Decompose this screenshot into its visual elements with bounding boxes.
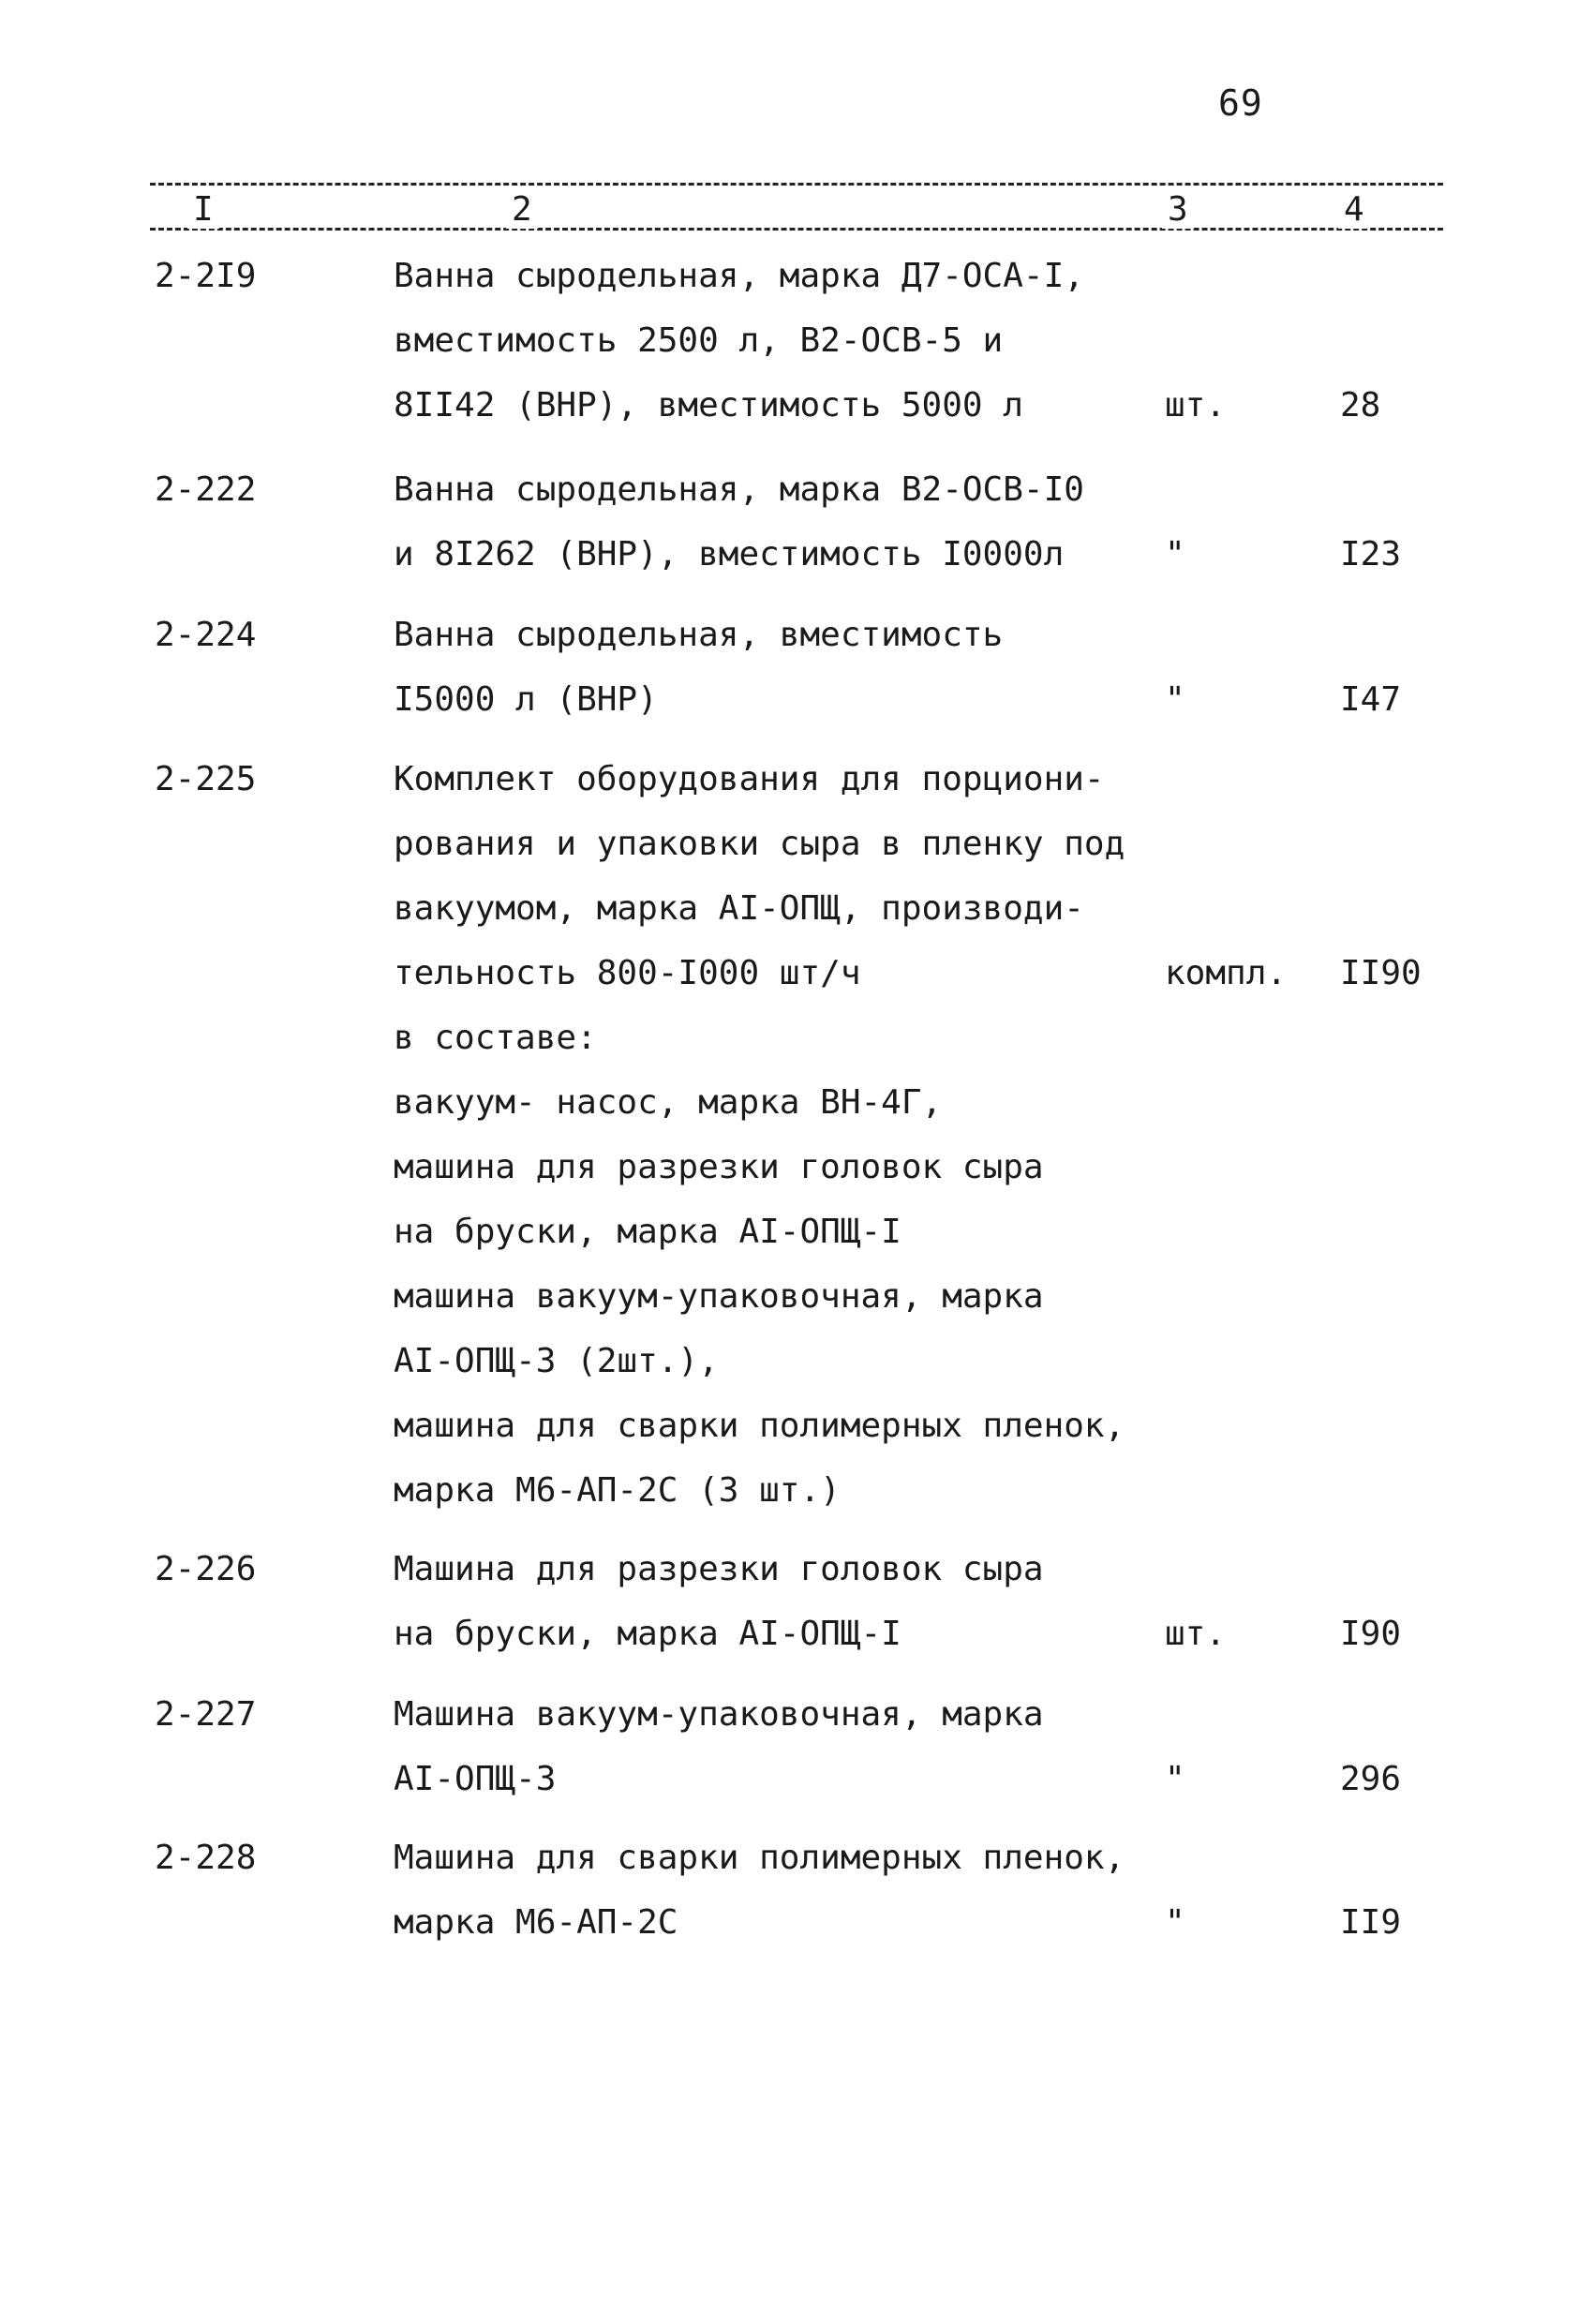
description-line: 8II42 (ВНР), вместимость 5000 л — [394, 386, 1023, 425]
row-code: 2-224 — [155, 616, 257, 654]
description-line: марка М6-АП-2С — [394, 1903, 678, 1942]
row-code: 2-228 — [155, 1839, 257, 1877]
row-unit: " — [1165, 1760, 1185, 1798]
row-price: II90 — [1340, 954, 1422, 992]
row-price: 296 — [1340, 1760, 1402, 1798]
row-code: 2-226 — [155, 1550, 257, 1588]
row-description — [394, 457, 1143, 587]
row-code: 2-222 — [155, 470, 257, 509]
description-line: рования и упаковки сыра в пленку под — [394, 825, 1125, 863]
row-code: 2-2I9 — [155, 257, 257, 295]
row-price: I47 — [1340, 680, 1402, 719]
row-description — [394, 1682, 1143, 1811]
description-line: вакуум- насос, марка ВН-4Г, — [394, 1083, 943, 1122]
description-line: Ванна сыродельная, марка В2-ОСВ-I0 — [394, 470, 1084, 509]
row-price: I23 — [1340, 535, 1402, 574]
description-line: вместимость 2500 л, В2-ОСВ-5 и — [394, 321, 1004, 360]
description-line: машина для разрезки головок сыра — [394, 1148, 1044, 1186]
description-line: Машина вакуум-упаковочная, марка — [394, 1695, 1044, 1734]
description-line: машина вакуум-упаковочная, марка — [394, 1277, 1044, 1316]
description-line: Ванна сыродельная, марка Д7-ОСА-I, — [394, 257, 1084, 295]
column-header-1: I — [187, 190, 219, 229]
row-code: 2-227 — [155, 1695, 257, 1734]
row-code: 2-225 — [155, 760, 257, 798]
column-header-4: 4 — [1338, 190, 1370, 229]
description-line: и 8I262 (ВНР), вместимость I0000л — [394, 535, 1065, 574]
row-unit: " — [1165, 680, 1185, 719]
description-line: Машина для разрезки головок сыра — [394, 1550, 1044, 1588]
description-line: марка М6-АП-2С (3 шт.) — [394, 1471, 841, 1510]
description-line: Ванна сыродельная, вместимость — [394, 616, 1004, 654]
row-description — [394, 1537, 1143, 1666]
row-price: 28 — [1340, 386, 1381, 425]
column-header-3: 3 — [1162, 190, 1194, 229]
table-header-bottom-rule — [150, 228, 1443, 231]
row-price: I90 — [1340, 1615, 1402, 1653]
row-description — [394, 603, 1143, 732]
row-description — [394, 747, 1143, 1523]
row-unit: шт. — [1165, 1615, 1227, 1653]
description-line: машина для сварки полимерных пленок, — [394, 1407, 1125, 1445]
row-description — [394, 244, 1143, 438]
description-line: тельность 800-I000 шт/ч — [394, 954, 861, 992]
description-line: АI-ОПЩ-3 — [394, 1760, 557, 1798]
row-price: II9 — [1340, 1903, 1402, 1942]
column-header-2: 2 — [506, 190, 538, 229]
row-description — [394, 1825, 1143, 1955]
description-line: в составе: — [394, 1019, 597, 1057]
row-unit: компл. — [1165, 954, 1288, 992]
description-line: вакуумом, марка АI-ОПЩ, производи- — [394, 889, 1084, 928]
row-unit: " — [1165, 1903, 1185, 1942]
row-unit: " — [1165, 535, 1185, 574]
page-number: 69 — [1218, 82, 1263, 124]
description-line: Комплект оборудования для порциони- — [394, 760, 1105, 798]
description-line: на бруски, марка АI-ОПЩ-I — [394, 1615, 901, 1653]
description-line: на бруски, марка АI-ОПЩ-I — [394, 1213, 901, 1251]
description-line: I5000 л (ВНР) — [394, 680, 658, 719]
description-line: Машина для сварки полимерных пленок, — [394, 1839, 1125, 1877]
row-unit: шт. — [1165, 386, 1227, 425]
table-header-top-rule — [150, 183, 1443, 186]
description-line: АI-ОПЩ-3 (2шт.), — [394, 1342, 719, 1380]
